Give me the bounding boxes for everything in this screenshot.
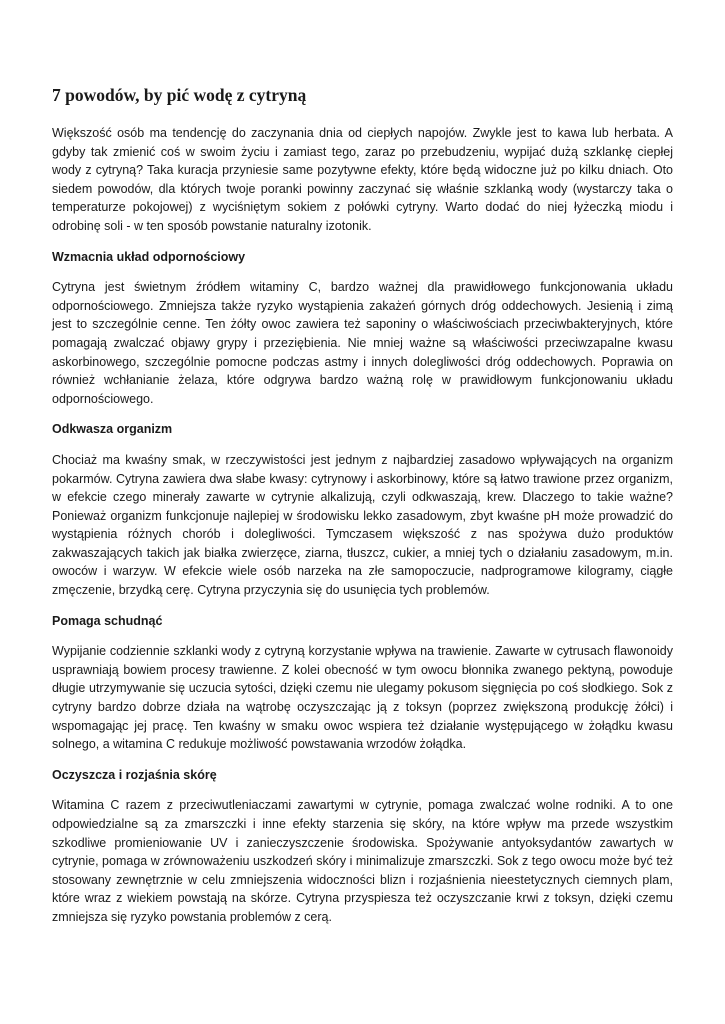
section-heading: Wzmacnia układ odpornościowy xyxy=(52,249,246,264)
section-alkalizing xyxy=(52,420,673,599)
intro-paragraph: Większość osób ma tendencję do zaczynania dnia od ciepłych napojów. Zwykle jest to kawa lub herbata. A gdyby tak zmienić coś w swoim życiu i zamiast tego, zaraz po przebudzeniu, wypijać dużą szklankę ciepłej wody z cytryną? Taka kuracja przyniesie same pozytywne efekty, które będą widoczne już po kilku dniach. Oto siedem powodów, dla których twoje poranki powinny zaczynać się właśnie szklanką wody (wystarczy taka o temperaturze pokojowej) z wyciśniętym sokiem z połówki cytryny. Warto dodać do niej łyżeczką miodu i odrobinę soli - w ten sposób powstanie naturalny izotonik. xyxy=(52,126,673,233)
section-paragraph: Witamina C razem z przeciwutleniaczami zawartymi w cytrynie, pomaga zwalczać wolne rodniki. A to one odpowiedzialne są za zmarszczki i inne efekty starzenia się skóry, na które wpływ ma przede wszystkim szkodliwe promieniowanie UV i zanieczyszczenie środowiska. Spożywanie antyoksydantów zawartych w cytrynie, pomaga w zrównoważeniu uszkodzeń skóry i minimalizuje zmarszczki. Sok z tego owocu może być też stosowany zewnętrznie w celu zmniejszenia widoczności blizn i rozjaśnienia nieestetycznych ciemnych plam, które wraz z wiekiem powstają na skórze. Cytryna przyspiesza też oczyszczanie krwi z toksyn, dzięki czemu zmniejsza się ryzyko powstania problemów z cerą. xyxy=(52,798,673,924)
section-paragraph: Wypijanie codziennie szklanki wody z cytryną korzystanie wpływa na trawienie. Zawarte w cytrusach flawonoidy usprawniają bowiem procesy trawienne. Z kolei obecność w tym owocu błonnika zwanego pektyną, powoduje długie utrzymywanie się uczucia sytości, dzięki czemu nie ulegamy pokusom sięgnięcia po coś słodkiego. Sok z cytryny bardzo dobrze działa na wątrobę oczyszczając ją z toksyn (poprzez zwiększoną produkcję żółci) i wspomagając jej pracę. Ten kwaśny w smaku owoc wspiera też działanie występującego w żołądku kwasu solnego, a witamina C redukuje możliwość powstawania wrzodów żołądka. xyxy=(52,644,673,752)
section-immunity xyxy=(52,248,673,409)
section-skin xyxy=(52,766,673,927)
document-page xyxy=(52,84,673,927)
document-title: 7 powodów, by pić wodę z cytryną xyxy=(52,85,307,105)
section-heading: Odkwasza organizm xyxy=(52,422,173,437)
section-paragraph: Cytryna jest świetnym źródłem witaminy C, bardzo ważnej dla prawidłowego funkcjonowania układu odpornościowego. Zmniejsza także ryzyko wystąpienia zakażeń górnych dróg oddechowych. Jesienią i zimą jest to szczególnie cenne. Ten żółty owoc zawiera też saponiny o właściwościach przeciwbakteryjnych, które pomagają zwalczać objawy grypy i przeziębienia. Nie mniej ważne są właściwości przeciwzapalne kwasu askorbinowego, szczególnie pomocne podczas astmy i innych dolegliwości dróg oddechowych. Poprawia on również wchłanianie żelaza, które odgrywa bardzo ważną rolę w prawidłowym funkcjonowaniu układu odpornościowego. xyxy=(52,280,673,406)
section-heading: Oczyszcza i rozjaśnia skórę xyxy=(52,767,217,782)
section-paragraph: Chociaż ma kwaśny smak, w rzeczywistości jest jednym z najbardziej zasadowo wpływających na organizm pokarmów. Cytryna zawiera dwa słabe kwasy: cytrynowy i askorbinowy, które są łatwo trawione przez organizm, w efekcie czego minerały zawarte w cytrynie alkalizują, czyli odkwaszają, krew. Dlaczego to takie ważne? Ponieważ organizm funkcjonuje najlepiej w środowisku lekko zasadowym, zbyt kwaśne pH może prowadzić do wystąpienia różnych chorób i dolegliwości. Tymczasem większość z nas spożywa dużo produktów zakwaszających takich jak białka zwierzęce, ziarna, tłuszcz, cukier, a mniej tych o działaniu zasadowym, m.in. owoców i warzyw. W efekcie wiele osób narzeka na złe samopoczucie, nadprogramowe kilogramy, ciągłe zmęczenie, brzydką cerę. Cytryna przyczynia się do usunięcia tych problemów. xyxy=(52,452,673,598)
section-weight-loss xyxy=(52,612,673,754)
section-heading: Pomaga schudnąć xyxy=(52,613,163,628)
